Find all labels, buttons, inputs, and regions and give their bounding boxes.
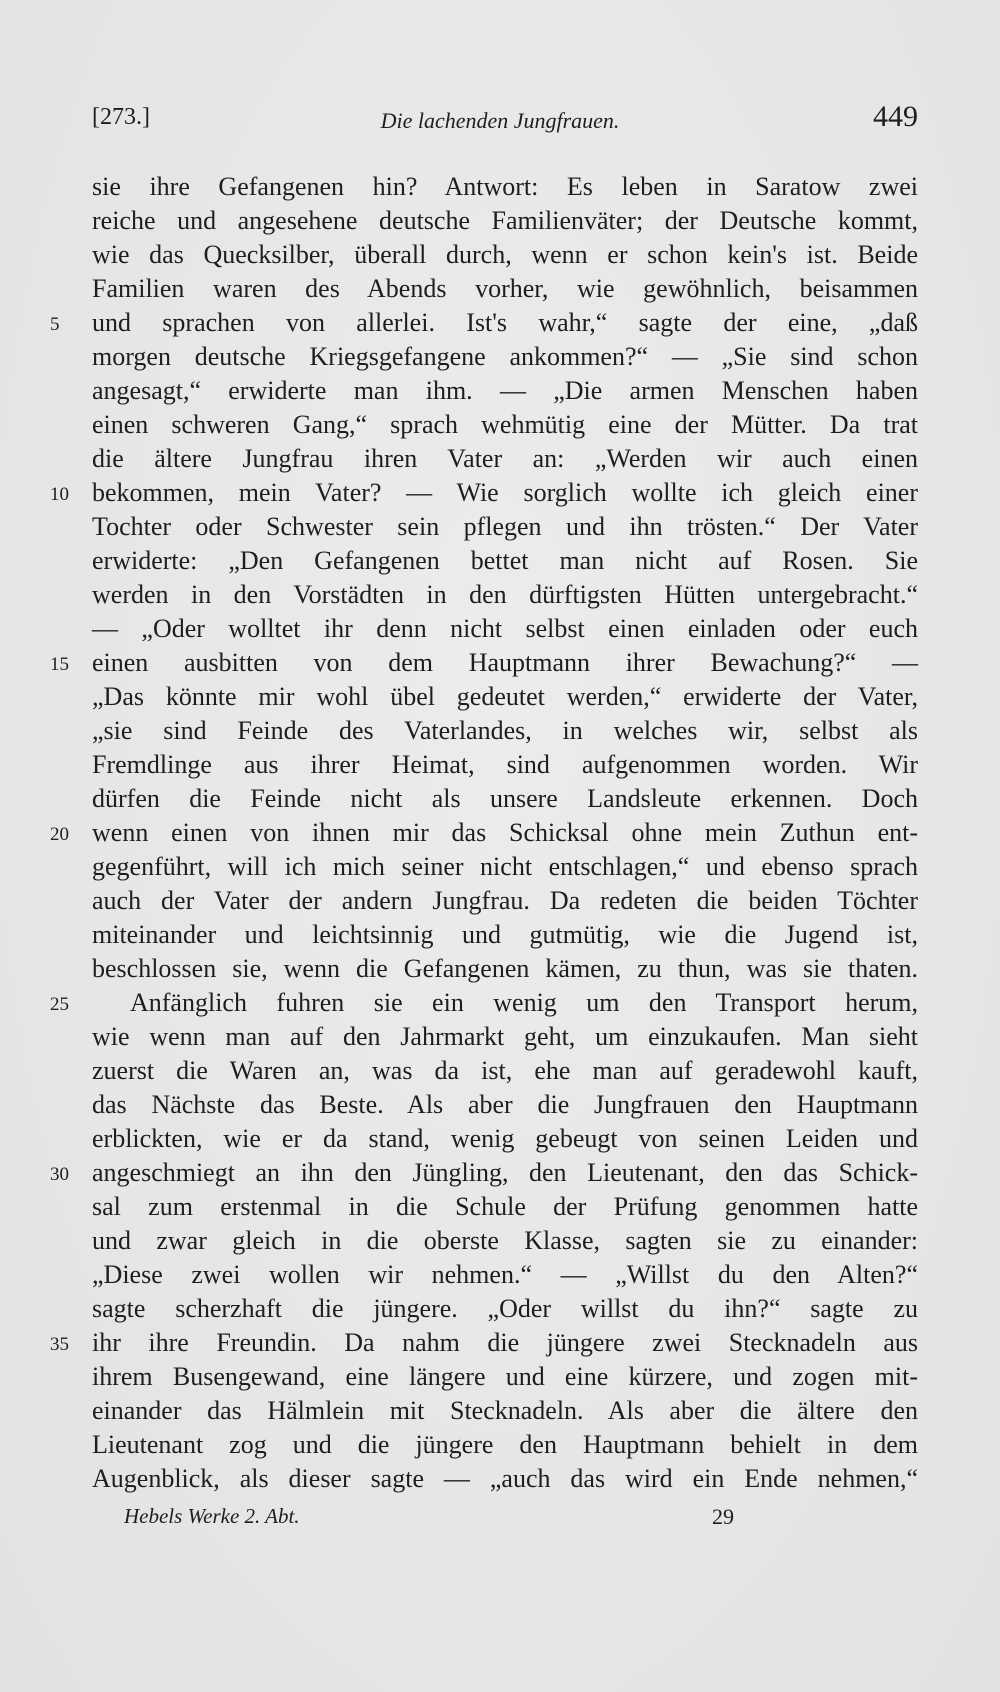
line-text: beschlossen sie, wenn die Gefangenen kämen, zu thun, was sie thaten. (92, 954, 918, 983)
line-text: sagte scherzhaft die jüngere. „Oder willst du ihn?“ sagte zu (92, 1294, 918, 1323)
text-line (92, 1428, 918, 1462)
line-text: sal zum erstenmal in die Schule der Prüfung genommen hatte (92, 1192, 918, 1221)
line-text: das Nächste das Beste. Als aber die Jungfrauen den Hauptmann (92, 1090, 918, 1119)
footer-signature: Hebels Werke 2. Abt. (124, 1504, 300, 1528)
text-line (50, 816, 918, 850)
text-line (92, 748, 918, 782)
line-number: 30 (50, 1164, 69, 1185)
body-text (50, 170, 918, 1496)
line-text: „Das könnte mir wohl übel gedeutet werden,“ erwiderte der Vater, (92, 682, 918, 711)
line-text: — „Oder wolltet ihr denn nicht selbst einen einladen oder euch (92, 614, 918, 643)
text-line (50, 986, 918, 1020)
text-line (50, 1156, 918, 1190)
text-line (92, 1054, 918, 1088)
text-line (92, 1088, 918, 1122)
text-line (92, 1020, 918, 1054)
text-line (92, 1122, 918, 1156)
text-line (92, 884, 918, 918)
line-number: 20 (50, 824, 69, 845)
text-line (50, 1326, 918, 1360)
line-text: zuerst die Waren an, was da ist, ehe man auf geradewohl kauft, (92, 1056, 918, 1085)
line-number: 35 (50, 1334, 69, 1355)
text-line (92, 170, 918, 204)
text-line (92, 1258, 918, 1292)
line-text: Lieutenant zog und die jüngere den Hauptmann behielt in dem (92, 1430, 918, 1459)
line-text: gegenführt, will ich mich seiner nicht entschlagen,“ und ebenso sprach (92, 852, 918, 881)
line-text: morgen deutsche Kriegsgefangene ankommen?“ — „Sie sind schon (92, 342, 918, 371)
text-line (92, 1224, 918, 1258)
line-text: einen schweren Gang,“ sprach wehmütig eine der Mütter. Da trat (92, 410, 918, 439)
line-text: reiche und angesehene deutsche Familienväter; der Deutsche kommt, (92, 206, 918, 235)
line-text: und sprachen von allerlei. Ist's wahr,“ sagte der eine, „daß (92, 308, 918, 337)
line-number: 15 (50, 654, 69, 675)
text-line (92, 952, 918, 986)
line-text: angesagt,“ erwiderte man ihm. — „Die armen Menschen haben (92, 376, 918, 405)
text-line (50, 476, 918, 510)
line-text: die ältere Jungfrau ihren Vater an: „Werden wir auch einen (92, 444, 918, 473)
text-line (92, 714, 918, 748)
line-text: bekommen, mein Vater? — Wie sorglich wollte ich gleich einer (92, 478, 918, 507)
line-text: „sie sind Feinde des Vaterlandes, in welches wir, selbst als (92, 716, 918, 745)
line-number: 5 (50, 314, 60, 335)
line-text: erblickten, wie er da stand, wenig gebeugt von seinen Leiden und (92, 1124, 918, 1153)
line-text: Anfänglich fuhren sie ein wenig um den Transport herum, (130, 988, 918, 1017)
line-text: erwiderte: „Den Gefangenen bettet man nicht auf Rosen. Sie (92, 546, 918, 575)
line-text: sie ihre Gefangenen hin? Antwort: Es leben in Saratow zwei (92, 172, 918, 201)
line-text: und zwar gleich in die oberste Klasse, sagten sie zu einander: (92, 1226, 918, 1255)
line-text: Fremdlinge aus ihrer Heimat, sind aufgenommen worden. Wir (92, 750, 918, 779)
text-line (92, 1394, 918, 1428)
line-text: ihr ihre Freundin. Da nahm die jüngere zwei Stecknadeln aus (92, 1328, 918, 1357)
line-text: Augenblick, als dieser sagte — „auch das wird ein Ende nehmen,“ (92, 1464, 918, 1493)
text-line (92, 340, 918, 374)
text-line (92, 510, 918, 544)
text-line (50, 646, 918, 680)
text-line (92, 442, 918, 476)
line-text: „Diese zwei wollen wir nehmen.“ — „Willst du den Alten?“ (92, 1260, 918, 1289)
text-line (92, 204, 918, 238)
line-text: wie wenn man auf den Jahrmarkt geht, um einzukaufen. Man sieht (92, 1022, 918, 1051)
text-line (92, 238, 918, 272)
line-text: ihrem Busengewand, eine längere und eine kürzere, und zogen mit- (92, 1362, 918, 1391)
text-line (92, 918, 918, 952)
text-line (92, 544, 918, 578)
text-line (92, 680, 918, 714)
text-line (92, 374, 918, 408)
text-line (92, 612, 918, 646)
text-line (92, 408, 918, 442)
line-text: miteinander und leichtsinnig und gutmütig, wie die Jugend ist, (92, 920, 918, 949)
text-line (50, 306, 918, 340)
text-line (92, 850, 918, 884)
line-text: einander das Hälmlein mit Stecknadeln. Als aber die ältere den (92, 1396, 918, 1425)
sheet-number: 29 (712, 1504, 734, 1529)
text-line (92, 782, 918, 816)
text-line (92, 1462, 918, 1496)
text-line (92, 578, 918, 612)
line-text: Familien waren des Abends vorher, wie gewöhnlich, beisammen (92, 274, 918, 303)
line-number: 25 (50, 994, 69, 1015)
line-text: einen ausbitten von dem Hauptmann ihrer Bewachung?“ — (92, 648, 918, 677)
text-line (92, 1292, 918, 1326)
line-text: auch der Vater der andern Jungfrau. Da redeten die beiden Töchter (92, 886, 918, 915)
line-text: Tochter oder Schwester sein pflegen und ihn trösten.“ Der Vater (92, 512, 918, 541)
text-line (92, 1190, 918, 1224)
line-text: wie das Quecksilber, überall durch, wenn er schon kein's ist. Beide (92, 240, 918, 269)
section-number: [273.] (92, 104, 150, 130)
line-text: werden in den Vorstädten in den dürftigsten Hütten untergebracht.“ (92, 580, 918, 609)
text-line (92, 1360, 918, 1394)
line-number: 10 (50, 484, 69, 505)
running-title: Die lachenden Jungfrauen. (380, 108, 620, 133)
line-text: dürfen die Feinde nicht als unsere Landsleute erkennen. Doch (92, 784, 918, 813)
line-text: wenn einen von ihnen mir das Schicksal ohne mein Zuthun ent- (92, 818, 918, 847)
page-number: 449 (873, 100, 918, 133)
line-text: angeschmiegt an ihn den Jüngling, den Lieutenant, den das Schick- (92, 1158, 918, 1187)
text-line (92, 272, 918, 306)
